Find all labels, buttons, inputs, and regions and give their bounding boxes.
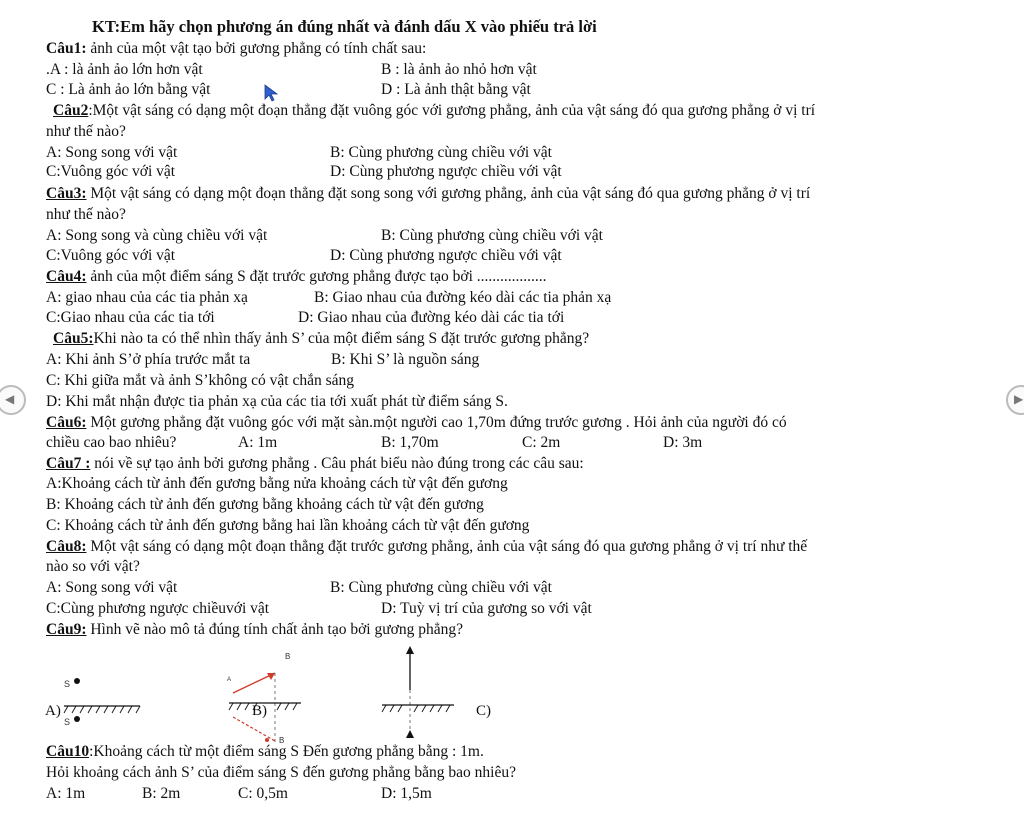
figure-b-a-mark: A — [227, 677, 232, 683]
question-8-label: Câu8: — [46, 538, 87, 555]
question-7-text: nói về sự tạo ảnh bởi gương phẳng . Câu phát biểu nào đúng trong các câu sau: — [90, 455, 584, 472]
question-5-label: Câu5: — [53, 330, 94, 347]
question-8-text-cont: nào so với vật? — [46, 558, 140, 575]
question-5 — [53, 329, 589, 348]
question-10 — [46, 742, 484, 761]
figure-c-top-arrowhead — [406, 646, 414, 654]
prev-page-button[interactable] — [0, 385, 26, 415]
question-6 — [46, 413, 787, 432]
next-page-button[interactable] — [1006, 385, 1024, 415]
q6-option-b: B: 1,70m — [381, 434, 439, 451]
figure-c — [378, 640, 478, 750]
q5-option-d: D: Khi mắt nhận được tia phản xạ của các tia tới xuất phát từ điểm sáng S. — [46, 393, 508, 410]
question-1-label: Câu1: — [46, 40, 87, 57]
q8-option-c: C:Cùng phương ngược chiềuvới vật — [46, 600, 270, 617]
question-10-label: Câu10 — [46, 743, 90, 760]
q8-option-a: A: Song song với vật — [46, 579, 178, 596]
q1-option-b: B : là ảnh ảo nhỏ hơn vật — [381, 61, 537, 78]
q7-option-b: B: Khoảng cách từ ảnh đến gương bằng khoảng cách từ vật đến gương — [46, 496, 484, 513]
question-1 — [46, 39, 426, 58]
q4-option-a: A: giao nhau của các tia phản xạ — [46, 289, 248, 306]
q6-option-c: C: 2m — [522, 434, 561, 451]
q6-option-d: D: 3m — [663, 434, 703, 451]
q5-option-c: C: Khi giữa mắt và ảnh S’không có vật chắn sáng — [46, 372, 355, 389]
chevron-left-icon: ◀ — [5, 392, 15, 406]
figure-a-image-dot — [74, 716, 80, 722]
question-1-text: ảnh của một vật tạo bởi gương phẳng có tính chất sau: — [86, 40, 427, 57]
figure-b-label: B) — [252, 703, 267, 719]
question-9 — [46, 620, 463, 639]
figure-b — [205, 645, 315, 750]
q5-option-a: A: Khi ảnh S’ở phía trước mắt ta — [46, 351, 251, 368]
question-6-label: Câu6: — [46, 414, 87, 431]
q7-option-a: A:Khoảng cách từ ảnh đến gương bằng nửa khoảng cách từ vật đến gương — [46, 475, 508, 492]
question-2-label: Câu2 — [53, 102, 89, 119]
q10-option-b: B: 2m — [142, 785, 181, 802]
question-9-text: Hình vẽ nào mô tả đúng tính chất ảnh tạo bởi gương phẳng? — [86, 621, 463, 638]
question-3 — [46, 184, 810, 203]
q4-option-b: B: Giao nhau của đường kéo dài các tia phản xạ — [314, 289, 612, 306]
question-2 — [53, 101, 815, 120]
q3-option-c: C:Vuông góc với vật — [46, 247, 176, 264]
page-title: KT:Em hãy chọn phương án đúng nhất và đánh dấu X vào phiếu trả lời — [92, 17, 597, 36]
q8-option-d: D: Tuỳ vị trí của gương so với vật — [381, 600, 592, 617]
figure-c-bottom-arrowhead — [406, 730, 414, 738]
question-3-text-cont: như thế nào? — [46, 206, 126, 223]
q2-option-d: D: Cùng phương ngược chiều với vật — [330, 163, 562, 180]
q10-option-a: A: 1m — [46, 785, 86, 802]
question-8-text: Một vật sáng có dạng một đoạn thẳng đặt trước gương phẳng, ảnh của vật sáng đó qua gương phẳng ở vị trí như thế — [86, 538, 808, 555]
figure-c-label: C) — [476, 703, 491, 719]
figure-a-label: A) — [45, 703, 61, 719]
q4-option-c: C:Giao nhau của các tia tới — [46, 309, 215, 326]
q1-option-c: C : Là ảnh ảo lớn bằng vật — [46, 81, 211, 98]
q2-option-c: C:Vuông góc với vật — [46, 163, 176, 180]
q7-option-c: C: Khoảng cách từ ảnh đến gương bằng hai lần khoảng cách từ vật đến gương — [46, 517, 530, 534]
figure-a — [44, 668, 164, 728]
question-10-text-cont: Hỏi khoảng cách ảnh S’ của điểm sáng S đến gương phẳng bằng bao nhiêu? — [46, 764, 516, 781]
question-7 — [46, 454, 584, 473]
q3-option-a: A: Song song và cùng chiều với vật — [46, 227, 268, 244]
chevron-right-icon: ▶ — [1014, 392, 1024, 406]
q8-option-b: B: Cùng phương cùng chiều với vật — [330, 579, 552, 596]
question-3-text: Một vật sáng có dạng một đoạn thẳng đặt song song với gương phẳng, ảnh của vật sáng đó qua gương phẳng ở vị trí — [86, 185, 811, 202]
q10-option-c: C: 0,5m — [238, 785, 288, 802]
question-6-text: Một gương phẳng đặt vuông góc với mặt sàn.một người cao 1,70m đứng trước gương . Hỏi ảnh của người đó có — [86, 414, 787, 431]
figure-a-hatch — [64, 706, 140, 713]
q1-option-d: D : Là ảnh thật bằng vật — [381, 81, 531, 98]
question-2-text-cont: như thế nào? — [46, 123, 126, 140]
q4-option-d: D: Giao nhau của đường kéo dài các tia tới — [298, 309, 565, 326]
figure-a-s-label: S — [64, 679, 71, 689]
question-6-text-cont: chiều cao bao nhiêu? — [46, 434, 177, 451]
question-4-label: Câu4: — [46, 268, 87, 285]
question-9-label: Câu9: — [46, 621, 87, 638]
question-4 — [46, 267, 547, 286]
q6-option-a: A: 1m — [238, 434, 278, 451]
question-8 — [46, 537, 807, 556]
question-2-text: :Một vật sáng có dạng một đoạn thẳng đặt vuông góc với gương phẳng, ảnh của vật sáng đó qua gương phẳng ở vị trí — [88, 102, 816, 119]
question-5-text: Khi nào ta có thể nhìn thấy ảnh S’ của một điểm sáng S đặt trước gương phẳng? — [93, 330, 590, 347]
q3-option-b: B: Cùng phương cùng chiều với vật — [381, 227, 603, 244]
figure-a-image-label: S — [64, 717, 71, 727]
mouse-cursor-icon — [264, 84, 278, 102]
question-10-text: :Khoảng cách từ một điểm sáng S Đến gương phẳng bằng : 1m. — [89, 743, 484, 760]
q2-option-b: B: Cùng phương cùng chiều với vật — [330, 144, 552, 161]
question-3-label: Câu3: — [46, 185, 87, 202]
figure-a-source-dot — [74, 678, 80, 684]
q3-option-d: D: Cùng phương ngược chiều với vật — [330, 247, 562, 264]
question-4-text: ảnh của một điểm sáng S đặt trước gương phẳng được tạo bởi .................. — [86, 268, 547, 285]
q2-option-a: A: Song song với vật — [46, 144, 178, 161]
q10-option-d: D: 1,5m — [381, 785, 432, 802]
figure-b-object-arrow — [233, 673, 275, 693]
q1-option-a: .A : là ảnh ảo lớn hơn vật — [46, 61, 203, 78]
q5-option-b: B: Khi S’ là nguồn sáng — [331, 351, 480, 368]
figure-b-top-label: B — [285, 652, 291, 661]
figure-b-bottom-label: B — [279, 736, 285, 745]
question-7-label: Câu7 : — [46, 455, 91, 472]
figure-c-hatch — [382, 705, 450, 712]
